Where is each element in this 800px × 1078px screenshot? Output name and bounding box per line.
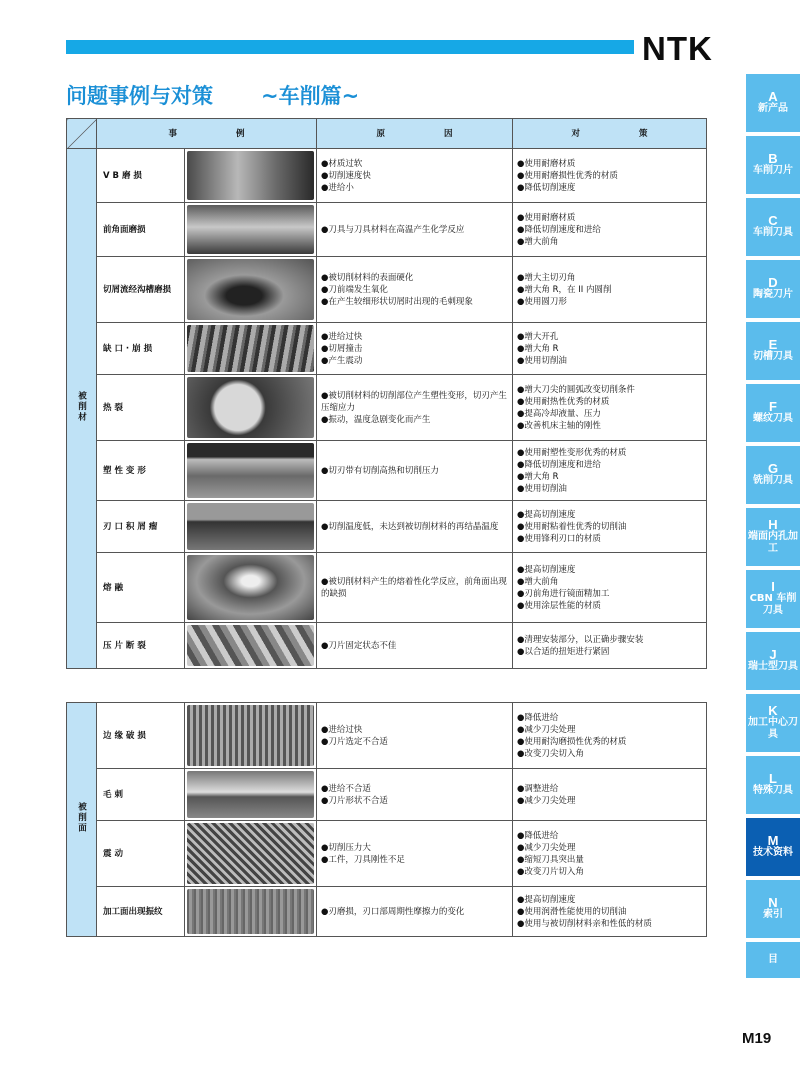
fix-item: ●降低切削速度 (517, 182, 576, 193)
side-tab-letter: C (768, 213, 778, 228)
side-tab-label: 目 (768, 954, 778, 965)
table-row (67, 821, 707, 887)
side-tab-label: 加工中心刀具 (748, 717, 798, 740)
side-tab-letter: N (768, 895, 778, 910)
cause-item: ●刀片固定状态不佳 (321, 640, 397, 651)
cause-item: ●刀片选定不合适 (321, 736, 388, 747)
fix-item: ●增大角 R (517, 343, 559, 354)
side-tab-f[interactable] (746, 384, 800, 442)
fix-item: ●使用润滑性能使用的切削油 (517, 906, 627, 917)
cause-cell (317, 501, 513, 553)
fix-item: ●使用切削油 (517, 355, 567, 366)
case-photo (185, 501, 317, 553)
fix-item: ●增大主切刃角 (517, 272, 576, 283)
side-tab-letter: A (768, 89, 778, 104)
case-table-surface (66, 702, 707, 937)
side-tab-label: 切槽刀具 (753, 351, 793, 362)
table-row (67, 623, 707, 669)
cause-item: ●产生震动 (321, 355, 363, 366)
fix-cell (513, 203, 707, 257)
cause-cell (317, 203, 513, 257)
fix-cell (513, 623, 707, 669)
fix-item: ●降低切削速度和进给 (517, 459, 601, 470)
fix-cell (513, 821, 707, 887)
category-text: 被削材 (76, 390, 87, 423)
side-tab-label: 端面内孔加工 (748, 531, 798, 554)
side-tab-d[interactable] (746, 260, 800, 318)
category-text: 被削面 (76, 801, 87, 834)
page-title-main: 问题事例与对策 (66, 84, 213, 108)
case-photo (185, 887, 317, 937)
fix-item: ●降低进给 (517, 712, 559, 723)
fix-item: ●改善机床主轴的刚性 (517, 420, 601, 431)
case-name: 压 片 断 裂 (97, 623, 185, 669)
case-name: 缺 口 · 崩 损 (97, 323, 185, 375)
case-name: 切屑流经沟槽磨损 (97, 257, 185, 323)
side-tab-extra[interactable] (746, 942, 800, 978)
side-tab-label: 车削刀具 (753, 227, 793, 238)
wear-photo-image (187, 555, 314, 620)
fix-item: ●增大前角 (517, 576, 559, 587)
side-tab-label: 车削刀片 (753, 165, 793, 176)
fix-item: ●减少刀尖处理 (517, 724, 576, 735)
cause-cell (317, 553, 513, 623)
cause-cell (317, 441, 513, 501)
cause-cell (317, 257, 513, 323)
side-tab-letter: I (771, 579, 775, 594)
cause-item: ●刃磨损，刃口部周期性摩擦力的变化 (321, 906, 465, 917)
fix-item: ●使用与被切削材料亲和性低的材质 (517, 918, 652, 929)
case-name: 加工面出现振纹 (97, 887, 185, 937)
cause-item: ●刀具与刀具材料在高温产生化学反应 (321, 224, 465, 235)
side-tab-label: CBN 车削刀具 (749, 593, 797, 616)
side-tab-e[interactable] (746, 322, 800, 380)
side-tab-letter: D (768, 275, 778, 290)
case-photo (185, 441, 317, 501)
side-tab-k[interactable] (746, 694, 800, 752)
case-name: 熔 融 (97, 553, 185, 623)
fix-item: ●使用锋利刃口的材质 (517, 533, 601, 544)
table-row (67, 553, 707, 623)
fix-item: ●提高冷却液量、压力 (517, 408, 601, 419)
side-tab-b[interactable] (746, 136, 800, 194)
fix-item: ●刃前角进行镜面精加工 (517, 588, 610, 599)
table-row (67, 203, 707, 257)
wear-photo-image (187, 771, 314, 818)
case-photo (185, 703, 317, 769)
side-tab-letter: K (768, 703, 778, 718)
cause-item: ●切削速度快 (321, 170, 371, 181)
side-tab-j[interactable] (746, 632, 800, 690)
case-name: 前角面磨损 (97, 203, 185, 257)
cause-cell (317, 623, 513, 669)
cause-item: ●切削压力大 (321, 842, 371, 853)
header-corner (67, 119, 97, 149)
fix-item: ●增大开孔 (517, 331, 559, 342)
table-row (67, 149, 707, 203)
case-name: 震 动 (97, 821, 185, 887)
side-tab-label: 索引 (763, 909, 783, 920)
cause-cell (317, 323, 513, 375)
side-tab-letter: M (767, 833, 779, 848)
side-tab-a[interactable] (746, 74, 800, 132)
cause-item: ●刀前端发生氧化 (321, 284, 388, 295)
fix-cell (513, 769, 707, 821)
cause-item: ●振动，温度急剧变化而产生 (321, 414, 431, 425)
case-name: 热 裂 (97, 375, 185, 441)
fix-item: ●增大角 R，在 II 内圆削 (517, 284, 612, 295)
side-tab-letter: B (768, 151, 778, 166)
fix-item: ●增大角 R (517, 471, 559, 482)
side-tab-label: 螺纹刀具 (753, 413, 793, 424)
table-row (67, 769, 707, 821)
case-photo (185, 769, 317, 821)
fix-item: ●以合适的扭矩进行紧固 (517, 646, 610, 657)
cause-cell (317, 703, 513, 769)
fix-item: ●使用耐热性优秀的材质 (517, 396, 610, 407)
side-tab-label: 新产品 (758, 103, 788, 114)
ntk-logo: NTK (642, 30, 713, 67)
table-row (67, 887, 707, 937)
cause-item: ●切刃带有切削高热和切削压力 (321, 465, 439, 476)
category-label (67, 149, 97, 669)
side-tab-n[interactable] (746, 880, 800, 938)
fix-cell (513, 553, 707, 623)
cause-item: ●材质过软 (321, 158, 363, 169)
wear-photo-image (187, 205, 314, 254)
category-label (67, 703, 97, 937)
side-tab-i[interactable] (746, 570, 800, 628)
table-row (67, 323, 707, 375)
side-tab-label: 特殊刀具 (753, 785, 793, 796)
cause-item: ●进给过快 (321, 724, 363, 735)
case-photo (185, 149, 317, 203)
fix-item: ●使用涂层性能的材质 (517, 600, 601, 611)
wear-photo-image (187, 503, 314, 550)
cause-item: ●刀片形状不合适 (321, 795, 388, 806)
wear-photo-image (187, 625, 314, 666)
cause-item: ●切屑撞击 (321, 343, 363, 354)
side-tab-label: 瑞士型刀具 (748, 661, 798, 672)
top-accent-bar (66, 40, 634, 54)
fix-item: ●提高切削速度 (517, 894, 576, 905)
header-fix: 对 策 (513, 119, 707, 149)
fix-cell (513, 375, 707, 441)
fix-item: ●调整进给 (517, 783, 559, 794)
fix-item: ●减少刀尖处理 (517, 842, 576, 853)
cause-cell (317, 887, 513, 937)
case-name: 塑 性 变 形 (97, 441, 185, 501)
side-tab-g[interactable] (746, 446, 800, 504)
table-row (67, 375, 707, 441)
side-tab-m[interactable] (746, 818, 800, 876)
side-tab-letter: F (769, 399, 777, 414)
fix-item: ●清理安装部分，以正确步骤安装 (517, 634, 644, 645)
wear-photo-image (187, 705, 314, 766)
fix-cell (513, 257, 707, 323)
cause-item: ●在产生较细形状切屑时出现的毛刺现象 (321, 296, 473, 307)
wear-photo-image (187, 823, 314, 884)
fix-item: ●使用圆刀形 (517, 296, 567, 307)
case-photo (185, 323, 317, 375)
fix-cell (513, 887, 707, 937)
cause-cell (317, 769, 513, 821)
fix-item: ●使用耐塑性变形优秀的材质 (517, 447, 627, 458)
fix-item: ●增大前角 (517, 236, 559, 247)
cause-item: ●切削温度低，未达到被切削材料的再结晶温度 (321, 521, 499, 532)
fix-item: ●使用耐沟磨损性优秀的材质 (517, 736, 627, 747)
table-header-row (67, 119, 707, 149)
case-table-insert (66, 118, 707, 669)
wear-photo-image (187, 151, 314, 200)
table-row (67, 441, 707, 501)
cause-item: ●被切削材料产生的熔着性化学反应，前角面出现的缺损 (321, 576, 507, 599)
fix-item: ●缩短刀具突出量 (517, 854, 584, 865)
fix-cell (513, 149, 707, 203)
fix-item: ●使用耐磨材质 (517, 158, 576, 169)
table-row (67, 703, 707, 769)
fix-item: ●增大刀尖的圆弧改变切削条件 (517, 384, 635, 395)
page-number: M19 (742, 1030, 772, 1047)
cause-item: ●进给过快 (321, 331, 363, 342)
header-case: 事 例 (97, 119, 317, 149)
side-tab-letter: L (769, 771, 777, 786)
fix-item: ●改变刀尖切入角 (517, 748, 584, 759)
wear-photo-image (187, 377, 314, 438)
header-cause: 原 因 (317, 119, 513, 149)
side-tab-l[interactable] (746, 756, 800, 814)
fix-item: ●降低切削速度和进给 (517, 224, 601, 235)
cause-item: ●进给小 (321, 182, 354, 193)
cause-item: ●被切削材料的表面硬化 (321, 272, 414, 283)
fix-item: ●提高切削速度 (517, 564, 576, 575)
fix-item: ●改变刀片切入角 (517, 866, 584, 877)
case-name: 边 缘 破 损 (97, 703, 185, 769)
case-photo (185, 375, 317, 441)
fix-item: ●使用耐磨损性优秀的材质 (517, 170, 618, 181)
table-row (67, 257, 707, 323)
fix-item: ●使用耐磨材质 (517, 212, 576, 223)
cause-item: ●被切削材料的切削部位产生塑性变形，切刃产生压缩应力 (321, 390, 507, 413)
fix-item: ●减少刀尖处理 (517, 795, 576, 806)
case-photo (185, 257, 317, 323)
case-name: 刃 口 积 屑 瘤 (97, 501, 185, 553)
side-tab-letter: J (769, 647, 777, 662)
wear-photo-image (187, 443, 314, 498)
case-photo (185, 623, 317, 669)
cause-item: ●进给不合适 (321, 783, 371, 794)
page-title (66, 80, 359, 110)
fix-cell (513, 323, 707, 375)
fix-cell (513, 501, 707, 553)
side-tab-letter: H (768, 517, 778, 532)
side-tab-c[interactable] (746, 198, 800, 256)
case-photo (185, 203, 317, 257)
fix-item: ●降低进给 (517, 830, 559, 841)
fix-item: ●提高切削速度 (517, 509, 576, 520)
wear-photo-image (187, 259, 314, 320)
side-tab-letter: G (767, 461, 779, 476)
fix-item: ●使用耐粘着性优秀的切削油 (517, 521, 627, 532)
side-tab-label: 铣削刀具 (753, 475, 793, 486)
cause-cell (317, 149, 513, 203)
fix-cell (513, 441, 707, 501)
side-tab-label: 技术资料 (753, 847, 793, 858)
side-tab-h[interactable] (746, 508, 800, 566)
case-name: 毛 刺 (97, 769, 185, 821)
cause-item: ●工件，刀具刚性不足 (321, 854, 405, 865)
page-title-sub: ~车削篇~ (261, 84, 360, 108)
cause-cell (317, 821, 513, 887)
cause-cell (317, 375, 513, 441)
wear-photo-image (187, 889, 314, 934)
side-tab-letter: E (768, 337, 778, 352)
side-tab-label: 陶瓷刀片 (753, 289, 793, 300)
fix-cell (513, 703, 707, 769)
case-name: V B 磨 损 (97, 149, 185, 203)
case-photo (185, 821, 317, 887)
fix-item: ●使用切削油 (517, 483, 567, 494)
wear-photo-image (187, 325, 314, 372)
table-row (67, 501, 707, 553)
case-photo (185, 553, 317, 623)
